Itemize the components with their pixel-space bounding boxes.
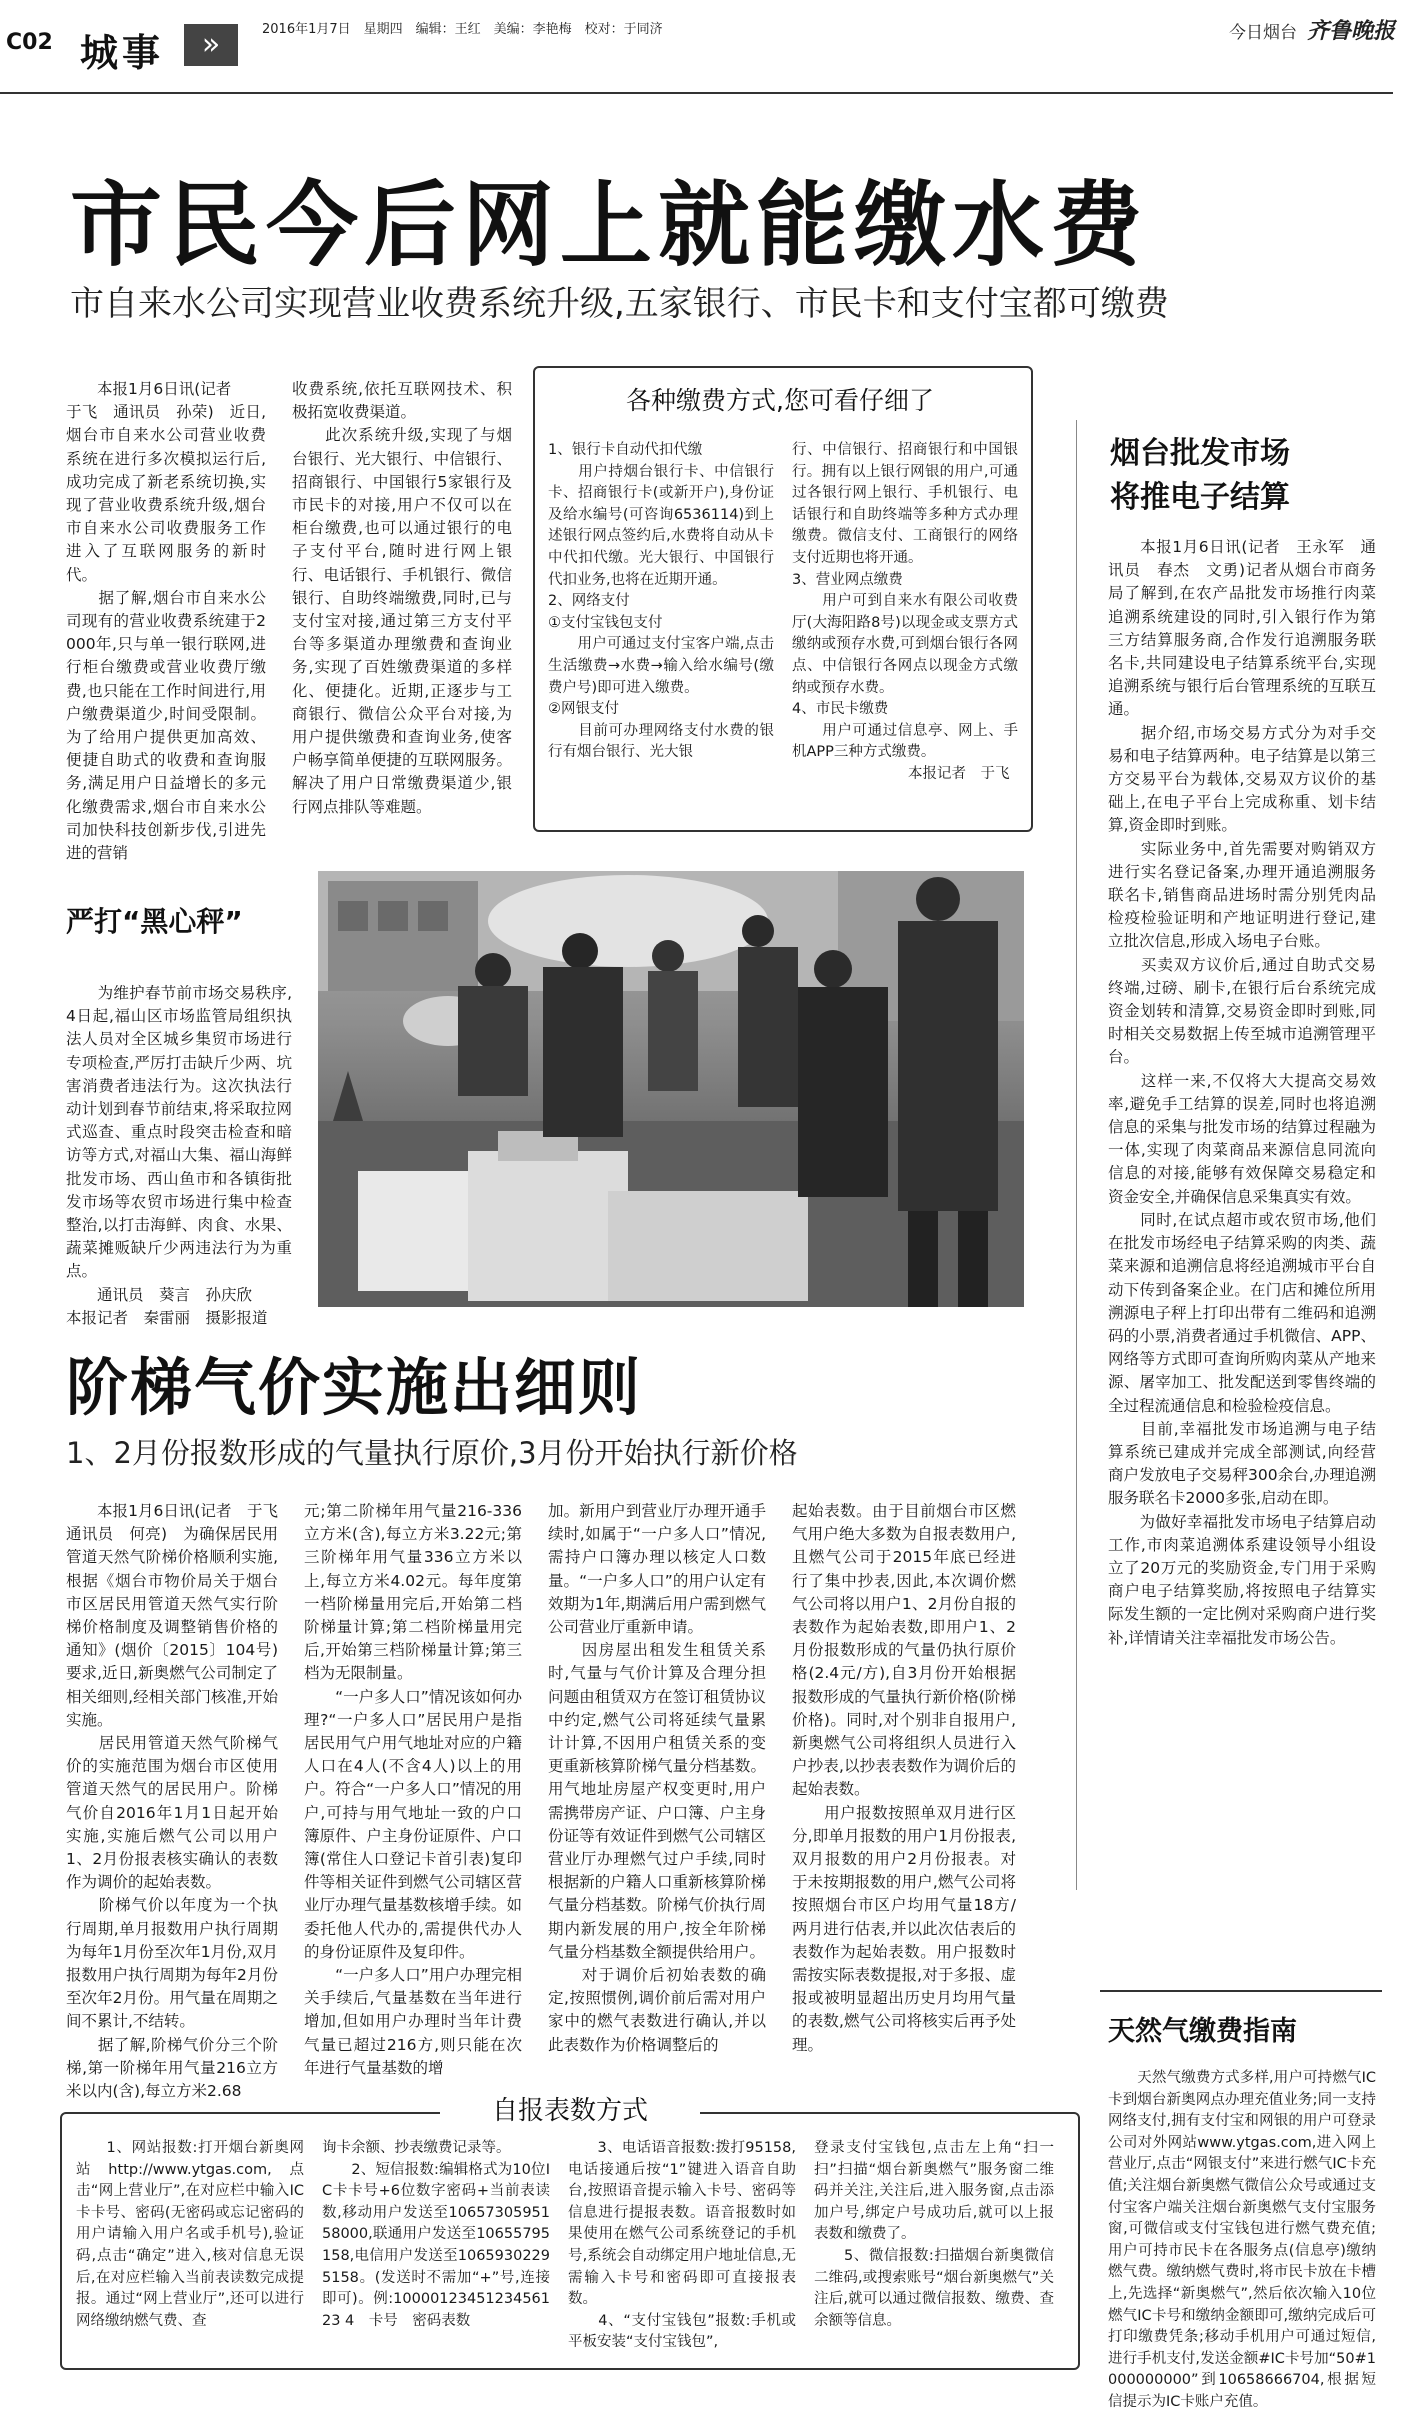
headline-scale: 严打“黑心秤” bbox=[66, 905, 243, 938]
headline-gas-price: 阶梯气价实施出细则 bbox=[66, 1351, 643, 1424]
gas-article-col2: 元;第二阶梯年用气量216-336立方米(含),每立方米3.22元;第三阶梯年用气量336立方米以上,每立方米4.02元。每年度第一档阶梯量用完后,开始第二档阶梯量计算;第二档阶梯量用完后,开始第三档阶梯量计算;第三档为无限制量。 “一户多人口”情况该如何办理?“一户多人口”居民用户是指居民用气户用气地址对应的户籍人口在4人(不含4人)以上的用户。符合“一户多人口”情况的用户,可持与用气地址一致的户口簿原件、户主身份证原件、户口簿(常住人口登记卡首引表)复印件等相关证件到燃气公司辖区营业厅办理气量基数核增手续。如委托他人代办的,需提供代办人的身份证原件及复印件。 “一户多人口”用户办理完相关手续后,气量基数在当年进行增加,但如用户办理时当年计费气量已超过216方,则只能在次年进行气量基数的增 bbox=[304, 1502, 522, 2077]
gas-article-col1: 本报1月6日讯(记者 于飞 通讯员 何亮) 为确保居民用管道天然气阶梯价格顺利实施,根据《烟台市物价局关于烟台市区居民用管道天然气实行阶梯价格制度及调整销售价格的通知》(烟价〔2015〕104号)要求,近日,新奥燃气公司制定了相关细则,经相关部门核准,开始实施。 居民用管道天然气阶梯气价的实施范围为烟台市区使用管道天然气的居民用户。阶梯气价自2016年1月1日起开始实施,实施后燃气公司以用户1、2月份报表核实确认的表数作为调价的起始表数。 阶梯气价以年度为一个执行周期,单月报数用户执行周期为每年1月份至次年1月份,双月报数用户执行周期为每年2月份至次年2月份。用气量在周期之间不累计,不结转。 据了解,阶梯气价分三个阶梯,第一阶梯年用气量216立方米以内(含),每立方米2.68 bbox=[66, 1502, 278, 2101]
gas-article-col4: 起始表数。由于目前烟台市区燃气用户绝大多数为自报表数用户,且燃气公司于2015年底已经进行了集中抄表,因此,本次调价燃气公司将以用户1、2月份自报的表数作为起始表数,即用户1、2月份报数形成的气量仍执行原价格(2.4元/方),自3月份开始根据报数形成的气量执行新价格(阶梯价格)。同时,对个别非自报用户,新奥燃气公司将组织人员进行入户抄表,以抄表表数作为调价后的起始表数。 用户报数按照单双月进行区分,即单月报数的用户1月份报表,双月报数的用户2月份报表。对于未按期报数的用户,燃气公司将按照烟台市区户均用气量18方/两月进行估表,并以此次估表后的表数作为起始表数。用户报数时需按实际表数提报,对于多报、虚报或被明显超出历史月均用气量的表数,燃气公司将核实后再予处理。 bbox=[792, 1502, 1016, 2054]
gas-article-col3: 加。新用户到营业厅办理开通手续时,如属于“一户多人口”情况,需持户口簿办理以核定人口数量。“一户多人口”的用户认定有效期为1年,期满后用户需到燃气公司营业厅重新申请。 因房屋出租发生租赁关系时,气量与气价计算及合理分担问题由租赁双方在签订租赁协议中约定,燃气公司将延续气量累计计算,不因用户租赁关系的变更重新核算阶梯气量分档基数。用气地址房屋产权变更时,用户需携带房产证、户口簿、户主身份证等有效证件到燃气公司辖区营业厅办理燃气过户手续,同时根据新的户籍人口重新核算阶梯气量分档基数。阶梯气价执行周期内新发展的用户,按全年阶梯气量分档基数全额提供给用户。 对于调价后初始表数的确定,按照惯例,调价前后需对用户家中的燃气表数进行确认,并以此表数作为价格调整后的 bbox=[548, 1502, 766, 2054]
section-arrow-icon: » bbox=[184, 24, 238, 66]
page-number: C02 bbox=[6, 30, 53, 55]
gas-guide-body: 天然气缴费方式多样,用户可持燃气IC卡到烟台新奥网点办理充值业务;同一支持网络支付,拥有支付宝和网银的用户可登录公司对外网站www.ytgas.com,进入网上营业厅,点击“网银支付”来进行燃气IC卡充值;关注烟台新奥燃气微信公众号或通过支付宝客户端关注烟台新奥燃气支付宝服务窗,可微信或支付宝钱包进行燃气费充值;用户可持市民卡在各服务点(信息亭)缴纳燃气费。缴纳燃气费时,将市民卡放在卡槽上,先选择“新奥燃气”,然后依次输入10位燃气IC卡号和缴纳金额即可,缴纳完成后可打印缴费凭条;移动手机用户可通过短信,进行手机支付,发送金额#IC卡号加“50#1000000000”到10658666704,根据短信提示为IC卡账户充值。 bbox=[1108, 2070, 1376, 2410]
issue-meta: 2016年1月7日 星期四 编辑：王红 美编：李艳梅 校对：于同济 bbox=[262, 22, 663, 37]
self-report-col1: 1、网站报数:打开烟台新奥网站http://www.ytgas.com,点击“网上营业厅”,在对应栏中输入IC卡卡号、密码(无密码或忘记密码的用户请输入用户名或手机号),验证码,点击“确定”进入,核对信息无误后,在对应栏输入当前表读数完成提报。通过“网上营业厅”,还可以进行网络缴纳燃气费、查 bbox=[76, 2140, 304, 2329]
subheadline-gas-price: 1、2月份报数形成的气量执行原价,3月份开始执行新价格 bbox=[66, 1436, 798, 1470]
self-report-col3: 3、电话语音报数:拨打95158,电话接通后按“1”键进入语音自助台,按照语音提示输入卡号、密码等信息进行提报表数。语音报数时如果使用在燃气公司系统登记的手机号,系统会自动绑定用户地址信息,无需输入卡号和密码即可直接报表数。 4、“支付宝钱包”报数:手机或平板安装“支付宝钱包”, bbox=[568, 2140, 796, 2351]
payment-box-title: 各种缴费方式,您可看仔细了 bbox=[590, 384, 970, 418]
water-article-col1: 本报1月6日讯(记者 于飞 通讯员 孙荣) 近日,烟台市自来水公司营业收费系统在进行多次模拟运行后,成功完成了新老系统切换,实现了营业收费系统升级,烟台市自来水公司收费服务工作进入了互联网服务的新时代。 据了解,烟台市自来水公司现有的营业收费系统建于2000年,只与单一银行联网,进行柜台缴费或营业收费厅缴费,也只能在工作时间进行,用户缴费渠道少,时间受限制。为了给用户提供更加高效、便捷自助式的收费和查询服务,满足用户日益增长的多元化缴费需求,烟台市自来水公司加快科技创新步伐,引进先进的营销 bbox=[66, 380, 266, 863]
self-report-box-title: 自报表数方式 bbox=[440, 2094, 700, 2128]
newspaper-logo: 齐鲁晚报 bbox=[1306, 18, 1395, 44]
payment-box-col1: 1、银行卡自动代扣代缴 用户持烟台银行卡、中信银行卡、招商银行卡(或新开户),身份证及给水编号(可咨询6536114)到上述银行网点签约后,水费将自动从卡中代扣代缴。光大银行、中国银行代扣业务,也将在近期开通。 2、网络支付 ①支付宝钱包支付 用户可通过支付宝客户端,点击生活缴费→水费→输入给水编号(缴费户号)即可进入缴费。 ②网银支付 目前可办理网络支付水费的银行有烟台银行、光大银 bbox=[548, 442, 774, 761]
guide-top-rule bbox=[1100, 1990, 1382, 1992]
header-rule bbox=[0, 92, 1393, 94]
photo-scene bbox=[318, 871, 1024, 1307]
column-label: 今日烟台 bbox=[1228, 23, 1297, 43]
scale-article-body: 为维护春节前市场交易秩序,4日起,福山区市场监管局组织执法人员对全区城乡集贸市场进行专项检查,严厉打击缺斤少两、坑害消费者违法行为。这次执法行动计划到春节前结束,将采取拉网式巡查、重点时段突击检查和暗访等方式,对福山大集、福山海鲜批发市场、西山鱼市和各镇街批发市场等农贸市场进行集中检查整治,以打击海鲜、肉食、水果、蔬菜摊贩缺斤少两违法行为为重点。 通讯员 葵言 孙庆欣 本报记者 秦雷丽 摄影报道 bbox=[66, 984, 292, 1327]
headline-water-fee: 市民今后网上就能缴水费 bbox=[70, 172, 1149, 279]
self-report-col4: 登录支付宝钱包,点击左上角“扫一扫”扫描“烟台新奥燃气”服务窗二维码并关注,关注后,进入服务窗,点击添加户号,绑定户号成功后,就可以上报表数和缴费了。 5、微信报数:扫描烟台新奥微信二维码,或搜索账号“烟台新奥燃气”关注后,就可以通过微信报数、缴费、查余额等信息。 bbox=[814, 2140, 1054, 2329]
wholesale-article-body: 本报1月6日讯(记者 王永军 通讯员 春杰 文勇)记者从烟台市商务局了解到,在农产品批发市场推行肉菜追溯系统建设的同时,引入银行作为第三方结算服务商,合作发行追溯服务联名卡,共同建设电子结算系统平台,实现追溯系统与银行后台管理系统的互联互通。 据介绍,市场交易方式分为对手交易和电子结算两种。电子结算是以第三方交易平台为载体,交易双方议价的基础上,在电子平台上完成称重、划卡结算,资金即时到账。 实际业务中,首先需要对购销双方进行实名登记备案,办理开通追溯服务联名卡,销售商品进场时需分别凭肉品检疫检验证明和产地证明进行登记,建立批次信息,形成入场电子台账。 买卖双方议价后,通过自助式交易终端,过磅、刷卡,在银行后台系统完成资金划转和清算,交易资金即时到账,同时相关交易数据上传至城市追溯管理平台。 这样一来,不仅将大大提高交易效率,避免手工结算的误差,同时也将追溯信息的采集与批发市场的结算过程融为一体,实现了肉菜商品来源信息同流向信息的对接,能够有效保障交易稳定和资金安全,并确保信息采集真实有效。 同时,在试点超市或农贸市场,他们在批发市场经电子结算采购的肉类、蔬菜来源和追溯信息将经追溯城市平台自动下传到备案企业。在门店和摊位所用溯源电子秤上打印出带有二维码和追溯码的小票,消费者通过手机微信、APP、网络等方式即可查询所购肉菜从产地来源、屠宰加工、批发配送到零售终端的全过程流通信息和检验检疫信息。 目前,幸福批发市场追溯与电子结算系统已建成并完成全部测试,向经营商户发放电子交易秤300余台,办理追溯服务联名卡2000多张,启动在即。 为做好幸福批发市场电子结算启动工作,市肉菜追溯体系建设领导小组设立了20万元的奖励资金,专门用于采购商户电子结算奖励,将按照电子结算实际发生额的一定比例对采购商户进行奖补,详情请关注幸福批发市场公告。 bbox=[1108, 538, 1376, 1647]
headline-wholesale-l2: 将推电子结算 bbox=[1110, 480, 1290, 515]
self-report-col2: 询卡余额、抄表缴费记录等。 2、短信报数:编辑格式为10位IC卡卡号+6位数字密码+当前表读数,移动用户发送至1065730595158000,联通用户发送至1065579515​8,电信用户发送至10659302295158。(发送时不需加“+”号,连接即可)。例:1000012345123456123 4 卡号 密码表数 bbox=[322, 2140, 550, 2329]
column-divider bbox=[1076, 420, 1077, 1890]
payment-box-col2: 行、中信银行、招商银行和中国银行。拥有以上银行网银的用户,可通过各银行网上银行、手机银行、电话银行和自助终端等多种方式办理缴费。微信支付、工商银行的网络支付近期也将开通。 3、营业网点缴费 用户可到自来水有限公司收费厅(大海阳路8号)以现金或支票方式缴纳或预存水费,可到烟台银行各网点、中信银行各网点以现金方式缴纳或预存水费。 4、市民卡缴费 用户可通过信息亭、网上、手机APP三种方式缴费。 本报记者 于飞 bbox=[792, 442, 1018, 782]
headline-gas-guide: 天然气缴费指南 bbox=[1108, 2016, 1297, 2047]
masthead-right bbox=[1229, 14, 1395, 45]
market-inspection-photo bbox=[318, 871, 1024, 1307]
water-article-col2: 收费系统,依托互联网技术、积极拓宽收费渠道。 此次系统升级,实现了与烟台银行、光大银行、中信银行、招商银行、中国银行5家银行及市民卡的对接,用户不仅可以在柜台缴费,也可以通过银行的电子支付平台,随时进行网上银行、电话银行、手机银行、微信银行、自助终端缴费,同时,已与支付宝对接,通过第三方支付平台等多渠道办理缴费和查询业务,实现了百姓缴费渠道的多样化、便捷化。近期,正逐步与工商银行、微信公众平台对接,为用户提供缴费和查询业务,使客户畅享简单便捷的互联网服务。解决了用户日常缴费渠道少,银行网点排队等难题。 bbox=[292, 380, 512, 816]
subheadline-water-fee: 市自来水公司实现营业收费系统升级,五家银行、市民卡和支付宝都可缴费 bbox=[70, 284, 1169, 324]
section-title: 城事 bbox=[80, 31, 165, 75]
headline-wholesale-l1: 烟台批发市场 bbox=[1110, 436, 1290, 471]
